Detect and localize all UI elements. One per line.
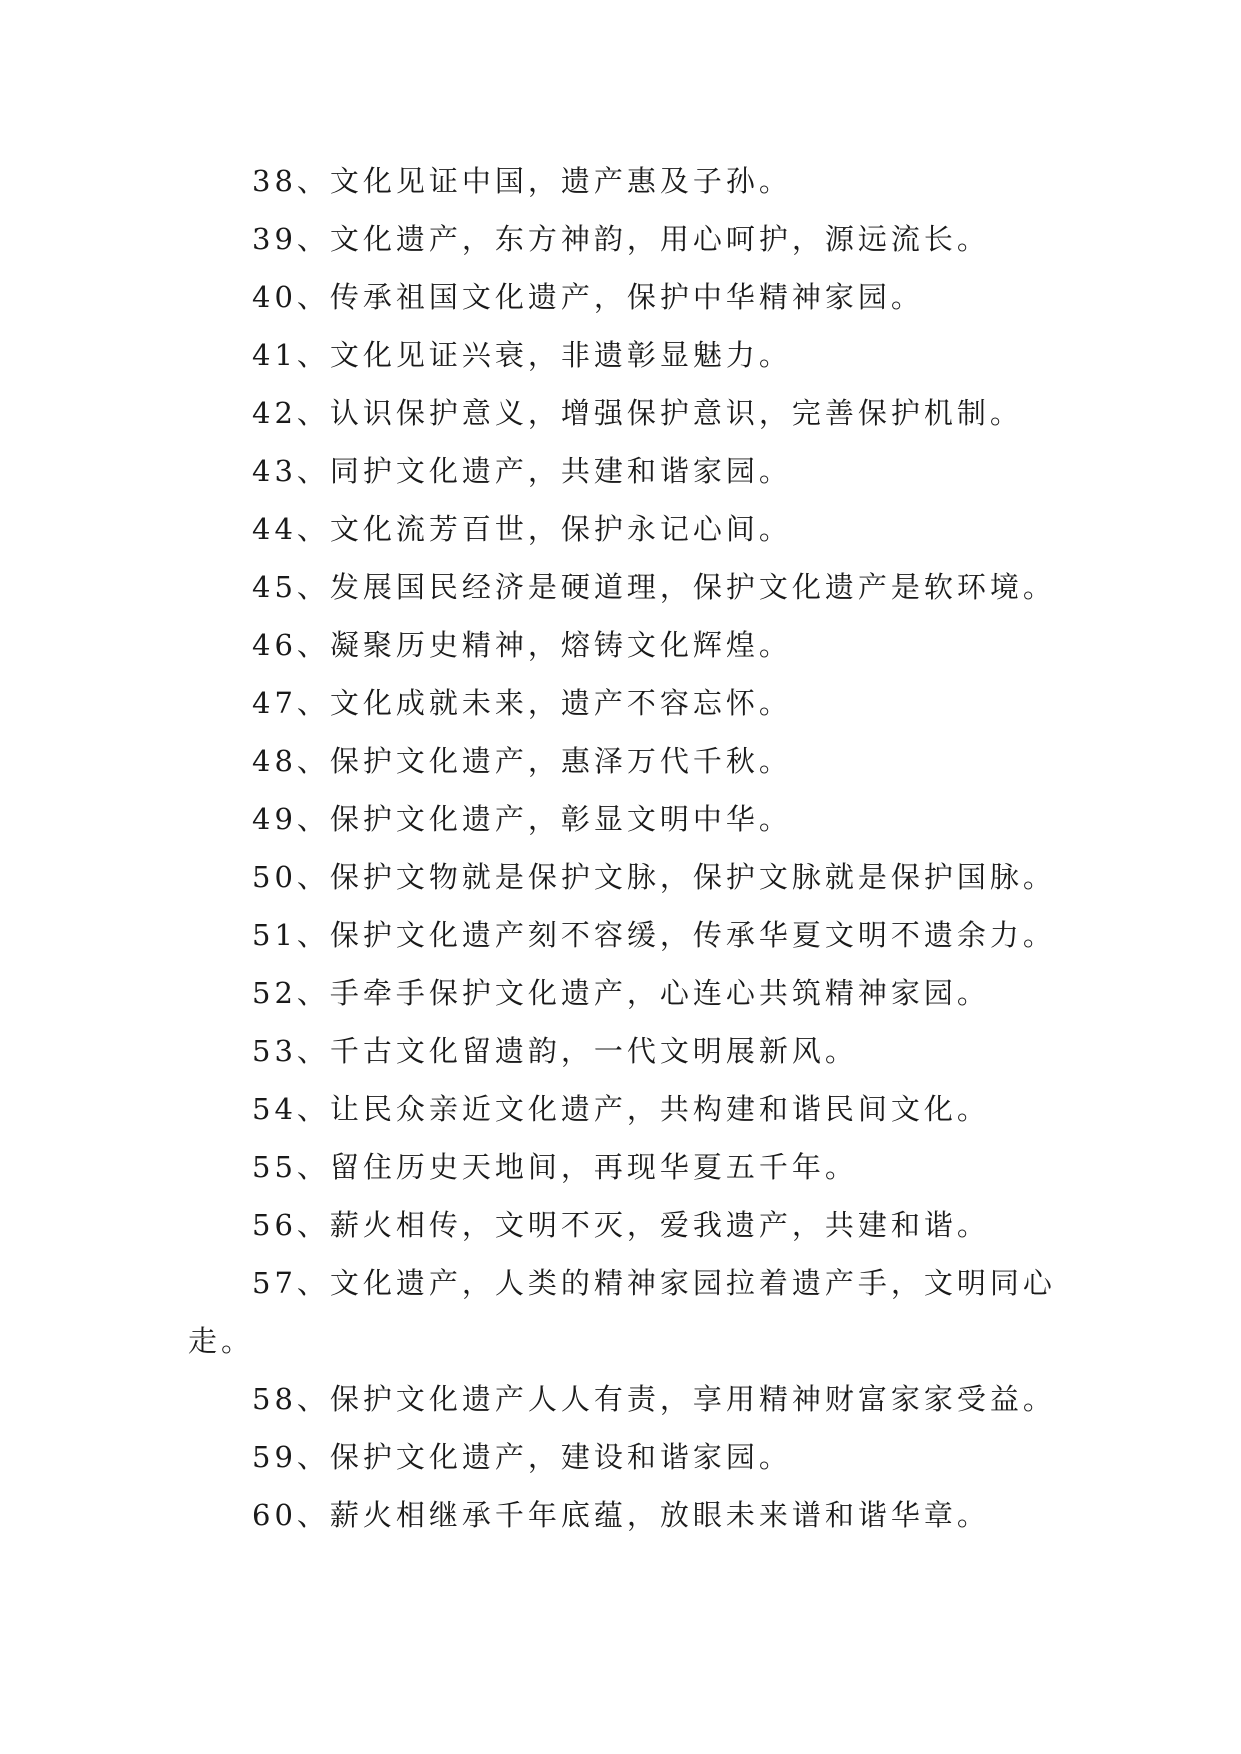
slogan-line: 51、保护文化遗产刻不容缓，传承华夏文明不遗余力。 — [252, 918, 1056, 952]
slogan-line: 44、文化流芳百世，保护永记心间。 — [252, 512, 792, 546]
slogan-line: 53、千古文化留遗韵，一代文明展新风。 — [252, 1034, 858, 1068]
slogan-line: 60、薪火相继承千年底蕴，放眼未来谱和谐华章。 — [252, 1498, 990, 1532]
slogan-line: 41、文化见证兴衰，非遗彰显魅力。 — [252, 338, 792, 372]
slogan-line: 57、文化遗产，人类的精神家园拉着遗产手，文明同心 — [252, 1266, 1056, 1300]
slogan-line: 40、传承祖国文化遗产，保护中华精神家园。 — [252, 280, 924, 314]
slogan-line: 55、留住历史天地间，再现华夏五千年。 — [252, 1150, 858, 1184]
slogan-line: 42、认识保护意义，增强保护意识，完善保护机制。 — [252, 396, 1023, 430]
slogan-line: 43、同护文化遗产，共建和谐家园。 — [252, 454, 792, 488]
slogan-line: 45、发展国民经济是硬道理，保护文化遗产是软环境。 — [252, 570, 1056, 604]
slogan-line: 39、文化遗产，东方神韵，用心呵护，源远流长。 — [252, 222, 990, 256]
slogan-list — [0, 152, 1241, 1544]
slogan-line: 50、保护文物就是保护文脉，保护文脉就是保护国脉。 — [252, 860, 1056, 894]
slogan-line: 52、手牵手保护文化遗产，心连心共筑精神家园。 — [252, 976, 990, 1010]
slogan-line: 46、凝聚历史精神，熔铸文化辉煌。 — [252, 628, 792, 662]
slogan-line: 59、保护文化遗产，建设和谐家园。 — [252, 1440, 792, 1474]
slogan-line: 49、保护文化遗产，彰显文明中华。 — [252, 802, 792, 836]
slogan-line: 58、保护文化遗产人人有责，享用精神财富家家受益。 — [252, 1382, 1056, 1416]
slogan-line: 47、文化成就未来，遗产不容忘怀。 — [252, 686, 792, 720]
slogan-line: 48、保护文化遗产，惠泽万代千秋。 — [252, 744, 792, 778]
slogan-line: 54、让民众亲近文化遗产，共构建和谐民间文化。 — [252, 1092, 990, 1126]
slogan-line: 56、薪火相传，文明不灭，爱我遗产，共建和谐。 — [252, 1208, 990, 1242]
slogan-line: 38、文化见证中国，遗产惠及子孙。 — [252, 164, 792, 198]
slogan-line-continuation: 走。 — [188, 1324, 255, 1358]
